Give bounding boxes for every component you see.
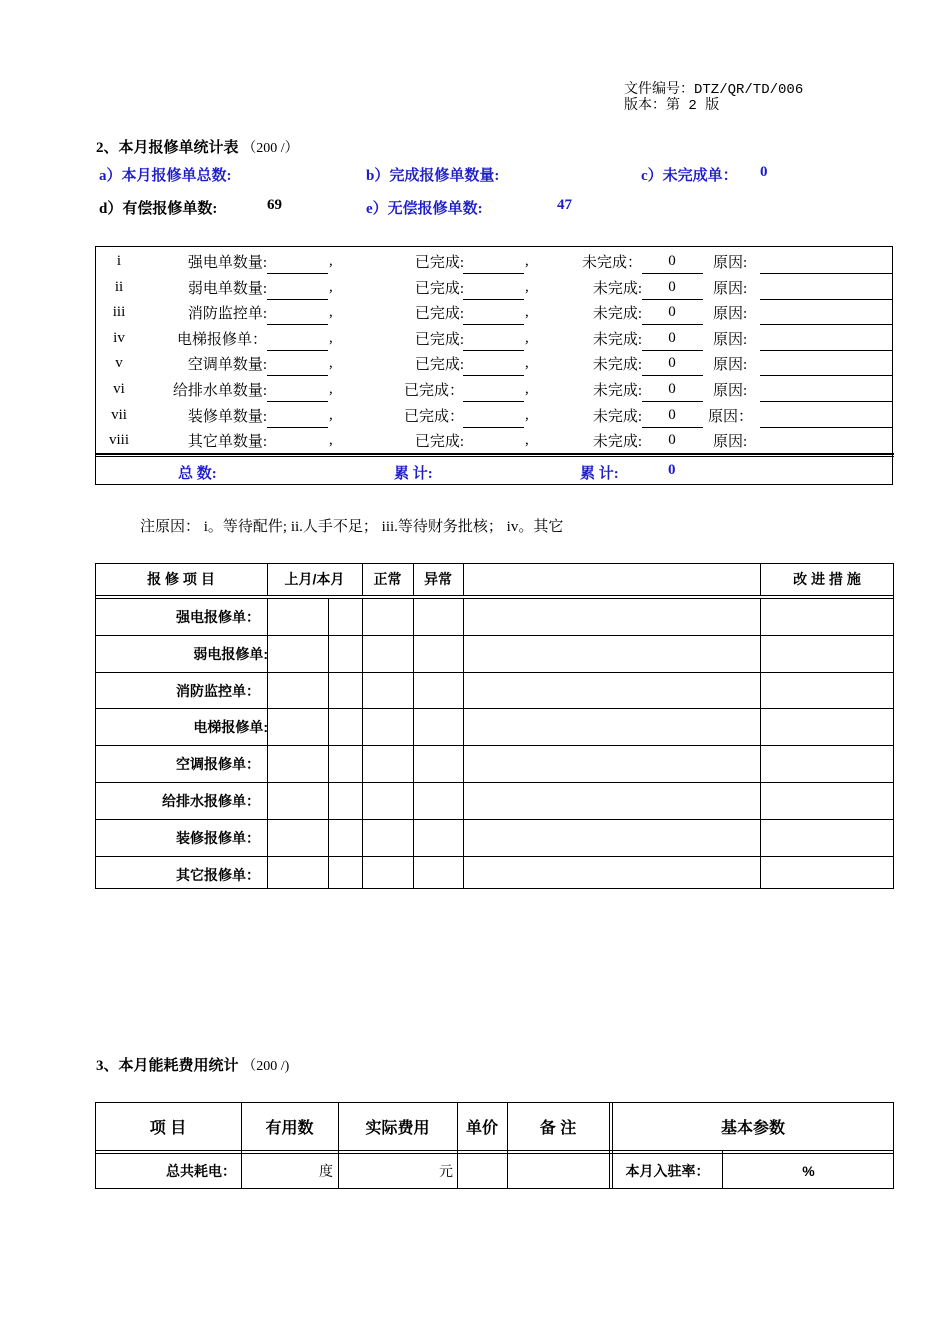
repair-input-cell[interactable] [268,709,327,744]
e-value: 47 [557,197,572,213]
row-undone-label: 未完成: [592,408,642,425]
repair-input-cell[interactable] [363,673,412,708]
stats-divider [95,453,894,455]
blank-underline[interactable] [463,375,524,376]
repair-input-cell[interactable] [363,709,412,744]
repair-input-cell[interactable] [329,673,361,708]
repair-header-cell: 异常 [424,571,452,587]
row-undone-value: 0 [668,329,676,346]
blank-underline[interactable] [760,299,893,300]
blank-underline[interactable] [267,375,328,376]
row-reason-label: 原因: [713,254,748,271]
repair-header-cell: 改 进 措 施 [793,571,861,587]
repair-input-cell[interactable] [464,636,759,671]
blank-underline[interactable] [463,427,524,428]
energy-row-label: 总共耗电： [166,1163,236,1179]
row-index: v [115,354,123,371]
energy-header-cell: 单价 [465,1119,498,1137]
row-undone-value: 0 [668,380,676,397]
row-reason-label: 原因： [708,408,754,425]
row-reason-label: 原因: [713,331,748,348]
row-done-label: 已完成: [414,280,464,297]
row-reason-label: 原因: [713,305,748,322]
repair-input-cell[interactable] [761,636,893,671]
repair-input-cell[interactable] [268,746,327,781]
row-undone-label: 未完成: [592,331,642,348]
repair-input-cell[interactable] [761,820,893,855]
repair-input-cell[interactable] [268,636,327,671]
blank-underline[interactable] [760,427,893,428]
row-sep: , [525,406,529,423]
repair-input-cell[interactable] [329,783,361,818]
repair-input-cell[interactable] [464,709,759,744]
d-value: 69 [267,197,282,213]
blank-underline[interactable] [267,299,328,300]
total-value: 0 [668,462,676,478]
repair-input-cell[interactable] [414,599,462,634]
row-done-label: 已完成： [403,382,464,399]
repair-input-cell[interactable] [464,820,759,855]
energy-row-line [95,1150,894,1151]
repair-row-label: 给排水报修单： [162,792,260,809]
occupancy-unit[interactable]: % [802,1163,815,1179]
row-name: 给排水单数量: [172,382,267,399]
repair-input-cell[interactable] [464,783,759,818]
blank-underline[interactable] [267,427,328,428]
row-name: 电梯报修单： [176,331,267,348]
row-done-label: 已完成: [414,433,464,450]
version-label: 版本：第 2 版 [624,98,720,114]
section3-title: 3、本月能耗费用统计 [96,1058,239,1074]
repair-input-cell[interactable] [414,636,462,671]
row-undone-label: 未完成: [592,280,642,297]
unit-kwh[interactable]: 度 [319,1165,333,1180]
blank-underline[interactable] [267,273,328,274]
row-name: 空调单数量: [187,356,267,373]
blank-underline[interactable] [463,299,524,300]
e-label: e）无偿报修单数: [366,201,483,217]
row-sep: , [525,252,529,269]
row-undone-label: 未完成: [592,305,642,322]
blank-underline[interactable] [760,350,893,351]
remark-cell[interactable] [508,1154,608,1188]
repair-header-cell: 报 修 项 目 [147,571,215,587]
repair-input-cell[interactable] [414,857,462,892]
section3-heading [96,1054,289,1075]
blank-underline[interactable] [642,273,703,274]
d-label: d）有偿报修单数: [99,201,218,217]
blank-underline[interactable] [267,324,328,325]
blank-underline[interactable] [642,350,703,351]
energy-header-cell: 基本参数 [720,1119,785,1137]
row-done-label: 已完成： [403,408,464,425]
row-sep: , [525,380,529,397]
blank-underline[interactable] [642,375,703,376]
section3-period: （200 /) [242,1059,290,1074]
repair-input-cell[interactable] [464,857,759,892]
energy-header-cell: 备 注 [539,1119,577,1137]
repair-input-cell[interactable] [329,820,361,855]
row-sep: , [329,278,333,295]
file-number: 文件编号：DTZ/QR/TD/006 [624,82,804,98]
repair-row-label: 空调报修单： [176,755,260,772]
row-undone-value: 0 [668,303,676,320]
row-sep: , [329,354,333,371]
repair-row-label: 强电报修单： [176,608,260,625]
blank-underline[interactable] [463,324,524,325]
row-undone-value: 0 [668,252,676,269]
blank-underline[interactable] [642,299,703,300]
row-undone-label: 未完成: [592,356,642,373]
repair-input-cell[interactable] [414,783,462,818]
blank-underline[interactable] [267,401,328,402]
row-undone-label: 未完成: [592,433,642,450]
repair-input-cell[interactable] [363,636,412,671]
blank-underline[interactable] [760,375,893,376]
repair-input-cell[interactable] [268,820,327,855]
row-index: vii [111,406,127,423]
repair-input-cell[interactable] [761,709,893,744]
repair-header-cell [463,563,760,595]
row-done-label: 已完成: [414,331,464,348]
repair-input-cell[interactable] [761,599,893,634]
row-reason-label: 原因: [713,433,748,450]
blank-underline[interactable] [463,350,524,351]
repair-header-cell: 上月/本月 [284,571,345,587]
energy-double-line [609,1102,610,1189]
blank-underline[interactable] [463,401,524,402]
row-undone-value: 0 [668,406,676,423]
repair-input-cell[interactable] [464,599,759,634]
blank-underline[interactable] [267,350,328,351]
row-name: 弱电单数量: [187,280,267,297]
repair-input-cell[interactable] [464,746,759,781]
section2-heading [96,136,299,157]
repair-row-label: 弱电报修单: [193,645,268,662]
occupancy-label: 本月入驻率： [625,1163,710,1179]
row-undone-label: 未完成: [592,382,642,399]
repair-input-cell[interactable] [268,673,327,708]
repair-input-cell[interactable] [268,783,327,818]
repair-input-cell[interactable] [329,857,361,892]
row-undone-label: 未完成： [581,254,642,271]
repair-input-cell[interactable] [268,857,327,892]
stats-divider-2 [95,456,894,457]
row-reason-label: 原因: [713,382,748,399]
row-sep: , [329,329,333,346]
energy-header-cell: 项 目 [149,1119,187,1137]
a-label: a）本月报修单总数: [99,168,232,184]
row-reason-label: 原因: [713,280,748,297]
repair-input-cell[interactable] [414,673,462,708]
repair-row-label: 装修报修单： [176,829,260,846]
blank-underline[interactable] [760,273,893,274]
row-undone-value: 0 [668,278,676,295]
energy-header-cell: 有用数 [265,1119,314,1137]
row-sep: , [329,303,333,320]
row-sep: , [525,431,529,448]
row-sep: , [329,380,333,397]
section2-title: 2、本月报修单统计表 [96,140,239,156]
repair-input-cell[interactable] [414,709,462,744]
repair-input-cell[interactable] [268,599,327,634]
repair-input-cell[interactable] [363,783,412,818]
reason-note: 注原因： i。等待配件; ii.人手不足； iii.等待财务批核； iv。其它 [140,519,564,535]
row-index: iv [113,329,125,346]
row-sep: , [525,278,529,295]
b-label: b）完成报修单数量: [366,168,500,184]
blank-underline[interactable] [642,401,703,402]
row-index: i [116,252,122,269]
row-reason-label: 原因: [713,356,748,373]
repair-input-cell[interactable] [414,746,462,781]
repair-input-cell[interactable] [329,709,361,744]
repair-row-label: 电梯报修单: [193,718,268,735]
unit-yuan[interactable]: 元 [439,1165,453,1180]
repair-row-label: 消防监控单： [176,682,260,699]
repair-input-cell[interactable] [761,857,893,892]
c-value: 0 [760,164,768,180]
repair-input-cell[interactable] [363,746,412,781]
repair-header-cell: 正常 [373,571,402,587]
row-sep: , [329,406,333,423]
repair-input-cell[interactable] [363,857,412,892]
blank-underline[interactable] [760,324,893,325]
c-label: c）未完成单： [641,168,738,184]
row-index: vi [113,380,125,397]
row-done-label: 已完成: [414,356,464,373]
row-index: iii [112,303,126,320]
row-done-label: 已完成: [414,254,464,271]
cumulative-label-1: 累 计: [394,466,433,482]
total-label: 总 数: [178,466,217,482]
row-name: 其它单数量: [187,433,267,450]
row-index: viii [108,431,129,448]
unit-price-cell[interactable] [458,1154,506,1188]
cumulative-label-2: 累 计: [580,466,619,482]
row-name: 装修单数量: [187,408,267,425]
section2-period: （200 /） [242,141,299,156]
blank-underline[interactable] [642,324,703,325]
row-sep: , [329,431,333,448]
repair-input-cell[interactable] [761,673,893,708]
row-sep: , [525,303,529,320]
repair-input-cell[interactable] [329,636,361,671]
repair-input-cell[interactable] [363,820,412,855]
header-line [95,595,894,596]
repair-input-cell[interactable] [363,599,412,634]
row-name: 消防监控单: [187,305,267,322]
row-sep: , [329,252,333,269]
row-undone-value: 0 [668,354,676,371]
row-index: ii [114,278,124,295]
blank-underline[interactable] [760,401,893,402]
repair-input-cell[interactable] [414,820,462,855]
row-done-label: 已完成: [414,305,464,322]
repair-input-cell[interactable] [761,746,893,781]
repair-input-cell[interactable] [464,673,759,708]
row-sep: , [525,329,529,346]
repair-input-cell[interactable] [329,599,361,634]
row-sep: , [525,354,529,371]
repair-input-cell[interactable] [329,746,361,781]
repair-input-cell[interactable] [761,783,893,818]
row-name: 强电单数量: [187,254,267,271]
repair-row-label: 其它报修单： [176,866,260,883]
blank-underline[interactable] [463,273,524,274]
blank-underline[interactable] [642,427,703,428]
energy-header-cell: 实际费用 [365,1119,430,1137]
row-undone-value: 0 [668,431,676,448]
